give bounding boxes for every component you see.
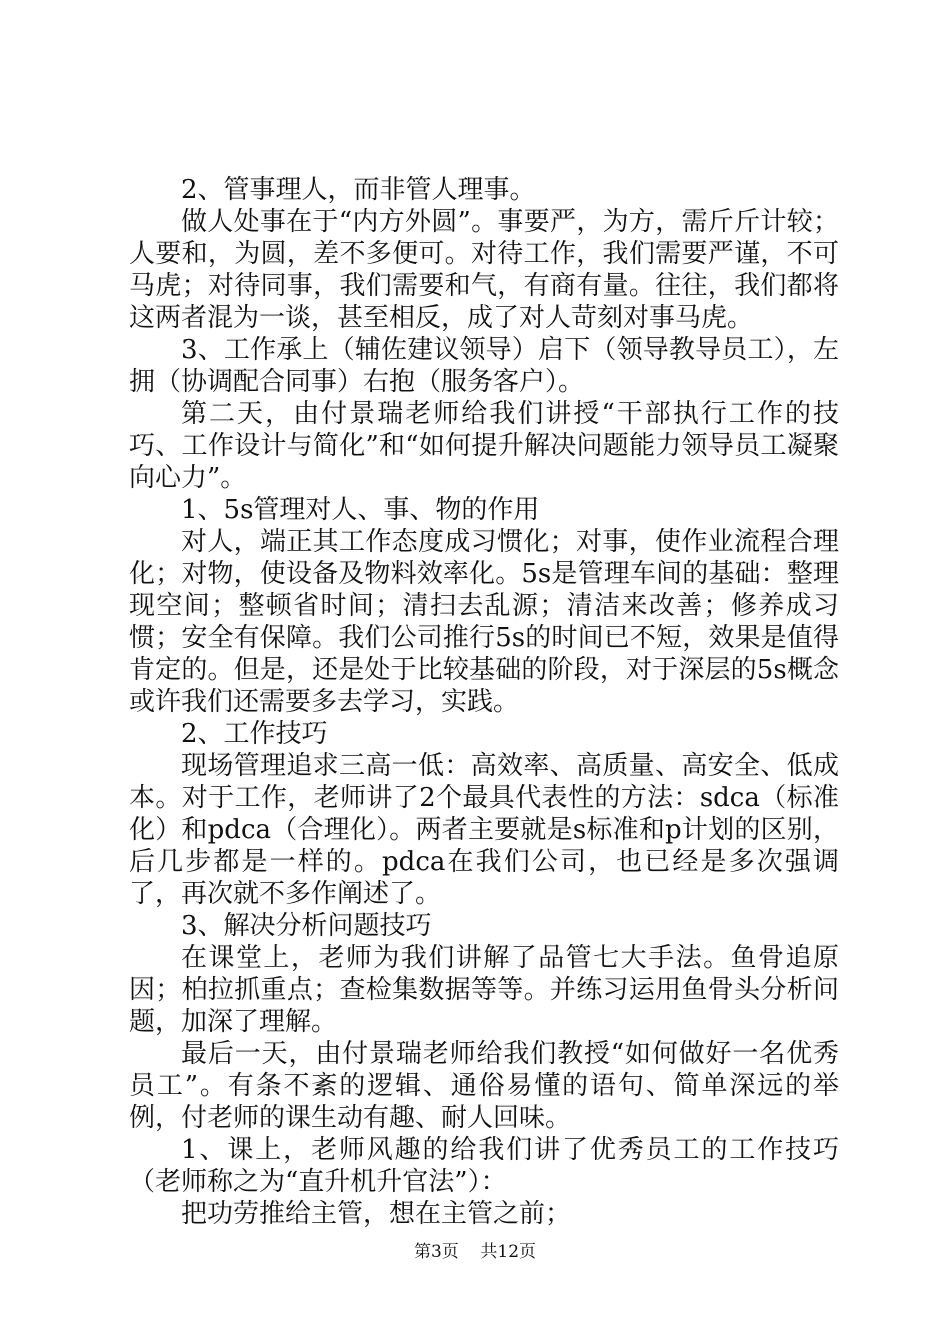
paragraph: 做人处事在于“内方外圆”。事要严，为方，需斤斤计较；人要和，为圆，差不多便可。对待工作，我们需要严谨，不可马虎；对待同事，我们需要和气，有商有量。往往，我们都将这两者混为一谈，甚至相反，成了对人苛刻对事马虎。 <box>129 207 839 333</box>
paragraph: 2、管事理人，而非管人理事。 <box>181 175 536 205</box>
paragraph: 在课堂上，老师为我们讲解了品管七大手法。鱼骨追原因；柏拉抓重点；查检集数据等等。并练习运用鱼骨头分析问题，加深了理解。 <box>129 943 839 1037</box>
page-footer <box>0 1241 950 1263</box>
document-body <box>129 174 839 1230</box>
paragraph: 第二天，由付景瑞老师给我们讲授“干部执行工作的技巧、工作设计与简化”和“如何提升解决问题能力领导员工凝聚向心力”。 <box>129 399 839 493</box>
paragraph: 2、工作技巧 <box>181 719 328 749</box>
paragraph: 1、5s管理对人、事、物的作用 <box>181 495 540 525</box>
paragraph: 最后一天，由付景瑞老师给我们教授“如何做好一名优秀员工”。有条不紊的逻辑、通俗易懂的语句、简单深远的举例，付老师的课生动有趣、耐人回味。 <box>129 1039 839 1133</box>
page-total: 共12页 <box>480 1242 537 1262</box>
paragraph: 3、解决分析问题技巧 <box>181 911 432 941</box>
paragraph: 把功劳推给主管，想在主管之前； <box>181 1199 572 1229</box>
page-number: 第3页 <box>413 1242 459 1262</box>
footer-spacer <box>464 1242 475 1262</box>
paragraph: 3、工作承上（辅佐建议领导）启下（领导教导员工），左拥（协调配合同事）右抱（服务客户）。 <box>129 335 839 397</box>
paragraph: 对人，端正其工作态度成习惯化；对事，使作业流程合理化；对物，使设备及物料效率化。5s是管理车间的基础：整理现空间；整顿省时间；清扫去乱源；清洁来改善；修养成习惯；安全有保障。我们公司推行5s的时间已不短，效果是值得肯定的。但是，还是处于比较基础的阶段，对于深层的5s概念或许我们还需要多去学习，实践。 <box>129 527 839 717</box>
paragraph: 现场管理追求三高一低：高效率、高质量、高安全、低成本。对于工作，老师讲了2个最具代表性的方法：sdca（标准化）和pdca（合理化）。两者主要就是s标准和p计划的区别，后几步都是一样的。pdca在我们公司，也已经是多次强调了，再次就不多作阐述了。 <box>129 751 839 909</box>
paragraph: 1、课上，老师风趣的给我们讲了优秀员工的工作技巧（老师称之为“直升机升官法”）： <box>129 1135 839 1197</box>
